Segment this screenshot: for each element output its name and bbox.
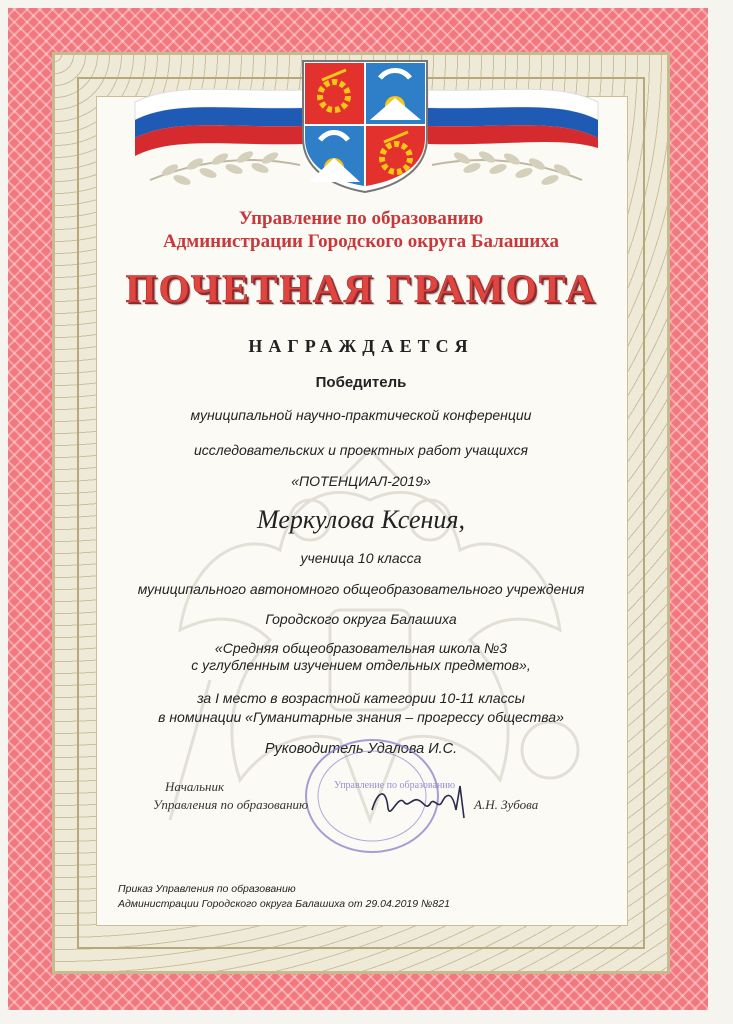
place-line-2: в номинации «Гуманитарные знания – прогрессу общества» — [158, 709, 564, 725]
signatory-title-line-1: Начальник — [165, 779, 225, 794]
school-line-1: муниципального автономного общеобразовательного учреждения — [137, 581, 585, 597]
certificate-title: ПОЧЕТНАЯ ГРАМОТА — [125, 266, 597, 311]
russian-flag-ribbon-icon — [428, 82, 598, 148]
stamp-text: Управление по образованию — [334, 780, 456, 791]
recipient-name: Меркулова Ксения, — [257, 505, 465, 534]
handwritten-signature-icon — [368, 780, 468, 824]
conference-line-1: муниципальной научно-практической конференции — [190, 407, 532, 423]
order-line-1: Приказ Управления по образованию — [118, 883, 296, 895]
conference-name: «ПОТЕНЦИАЛ-2019» — [291, 473, 431, 489]
order-line-2: Администрации Городского округа Балашиха от 29.04.2019 №821 — [118, 898, 450, 910]
supervisor-line: Руководитель Удалова И.С. — [264, 741, 458, 757]
balashikha-coat-of-arms-icon — [300, 58, 430, 194]
signatory-name: А.Н. Зубова — [474, 797, 539, 812]
issuer-line-1: Управление по образованию — [238, 208, 484, 229]
awarded-heading: НАГРАЖДАЕТСЯ — [248, 336, 474, 356]
winner-label: Победитель — [315, 374, 407, 391]
issuer-heading — [96, 207, 626, 253]
school-line-2: Городского округа Балашиха — [265, 611, 457, 627]
laurel-branch-icon — [432, 140, 582, 190]
laurel-branch-icon — [150, 140, 300, 190]
school-line-3: «Средняя общеобразовательная школа №3 — [214, 640, 508, 656]
conference-line-2: исследовательских и проектных работ учащихся — [193, 442, 529, 458]
signatory-title-line-2: Управления по образованию — [153, 797, 309, 812]
place-line-1: за I место в возрастной категории 10-11 классы — [197, 690, 525, 706]
issuer-line-2: Администрации Городского округа Балашиха — [162, 231, 560, 252]
russian-flag-ribbon-icon — [135, 82, 305, 148]
student-grade: ученица 10 класса — [300, 550, 422, 566]
school-line-4: с углубленным изучением отдельных предметов», — [191, 657, 531, 673]
